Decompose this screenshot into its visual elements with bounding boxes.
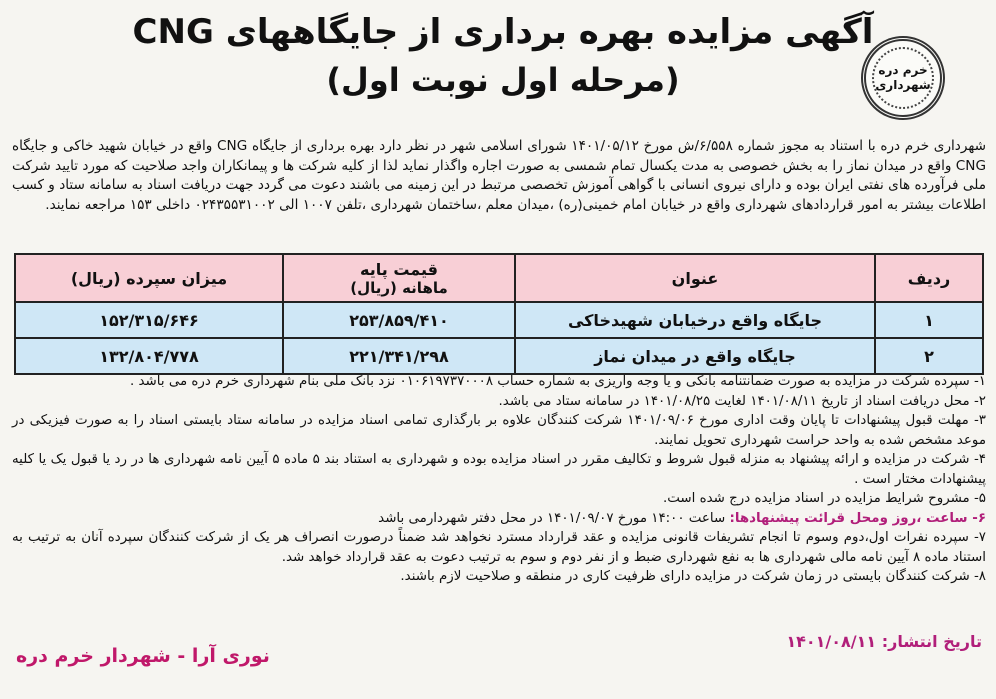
cell-row-number: ۱	[875, 302, 983, 338]
title-line-2: (مرحله اول نوبت اول)	[326, 61, 680, 99]
term-item-6	[12, 509, 986, 529]
term-item: ۸- شرکت کنندگان بایستی در زمان شرکت در مزایده دارای ظرفیت کاری در منطقه و صلاحیت لازم باشند.	[400, 569, 986, 584]
publication-date-value: ۱۴۰۱/۰۸/۱۱	[786, 632, 877, 651]
mayor-signature: نوری آرا - شهردار خرم دره	[16, 645, 270, 667]
term-item: ۳- مهلت قبول پیشنهادات تا پایان وقت اداری مورخ ۱۴۰۱/۰۹/۰۶ شرکت کنندگان علاوه بر بارگذاری تمامی اسناد مزایده در سامانه ستاد بایستی اسناد را به صورت فیزیکی در موعد مشخص شده به واحد حراست شهرداری تحویل نمایند.	[12, 413, 986, 448]
header-title: عنوان	[515, 254, 875, 302]
header-base-price	[283, 254, 515, 302]
cell-base-price: ۲۲۱/۳۴۱/۲۹۸	[283, 338, 515, 374]
table-row	[15, 338, 983, 374]
notice-title	[120, 8, 886, 104]
cell-row-number: ۲	[875, 338, 983, 374]
table-row	[15, 302, 983, 338]
term-item: ۲- محل دریافت اسناد از تاریخ ۱۴۰۱/۰۸/۱۱ لغایت ۱۴۰۱/۰۸/۲۵ در سامانه ستاد می باشد.	[498, 393, 986, 409]
header-base-price-label: قیمت پایه	[360, 259, 438, 279]
term-item: ۱- سپرده شرکت در مزایده به صورت ضمانتنامه بانکی و یا وجه واریزی به شماره حساب ۰۱۰۶۱۹۷۳۷۰۰۰۸ نزد بانک ملی بنام شهرداری خرم دره می باشد .	[130, 374, 986, 389]
term-item: ۴- شرکت در مزایده و ارائه پیشنهاد به منزله قبول شروط و تکالیف مقرر در اسناد مزایده بوده و شهرداری به استناد بند ۵ ماده ۵ آیین نامه شهرداری ها در رد یا قبول یک یا کلیه پیشنهادات مختار است .	[12, 452, 986, 487]
term-item: ۵- مشروح شرایط مزایده در اسناد مزایده درج شده است.	[663, 491, 986, 506]
seal-text-top: خرم دره	[878, 63, 928, 77]
intro-paragraph: شهرداری خرم دره با استناد به مجوز شماره ۶/۵۵۸/ش مورخ ۱۴۰۱/۰۵/۱۲ شورای اسلامی شهر در نظر دارد بهره برداری از جایگاه CNG واقع در خیابان شهید خاکی و جایگاه CNG واقع در میدان نماز را به بخش خصوصی به مدت یکسال تمام شمسی به صورت اجاره واگذار نماید لذا از کلیه شرکت ها و پیمانکاران واجد صلاحیت که مورد تایید شرکت ملی فرآورده های نفتی ایران بوده و دارای نیروی انسانی با گواهی آموزش تخصصی مرتبط در این زمینه می باشند دعوت می گردد جهت دریافت اسناد به سامانه ستاد و کسب اطلاعات بیشتر به امور قراردادهای شهرداری واقع در خیابان امام خمینی(ره) ،میدان معلم ،ساختمان شهرداری ،تلفن ۱۰۰۷ الی ۰۲۴۳۵۵۳۱۰۰۲ داخلی ۱۵۳ مراجعه نمایند.	[12, 138, 987, 213]
cell-deposit: ۱۳۲/۸۰۴/۷۷۸	[15, 338, 283, 374]
table-header-row	[15, 254, 983, 302]
title-line-1: آگهی مزایده بهره برداری از جایگاههای CNG	[132, 12, 874, 52]
seal-text-bottom: شهرداری	[875, 78, 931, 92]
cell-deposit: ۱۵۲/۳۱۵/۶۴۶	[15, 302, 283, 338]
cell-title: جایگاه واقع در میدان نماز	[515, 338, 875, 374]
publication-date	[786, 632, 982, 651]
term-6-label: ۶- ساعت ،روز ومحل قرائت پیشنهادها:	[729, 510, 986, 526]
header-deposit: میزان سپرده (ریال)	[15, 254, 283, 302]
header-base-price-sub: ماهانه (ریال)	[350, 278, 448, 297]
terms-list	[12, 372, 986, 587]
publication-date-label: تاریخ انتشار:	[881, 632, 982, 651]
header-row-number: ردیف	[875, 254, 983, 302]
stations-table	[14, 253, 984, 375]
term-item: ۷- سپرده نفرات اول،دوم وسوم تا انجام تشریفات قانونی مزایده و عقد قرارداد مسترد نخواهد شد ضمناً درصورت انصراف هر یک از شرکت کنندگان سپرده آنان به ترتیب به استناد ماده ۸ آیین نامه مالی شهرداری ها به نفع شهرداری ضبط و از نفر دوم و سوم به ترتیب دعوت به عقد قرارداد خواهد شد.	[12, 530, 986, 565]
term-6-text: ساعت ۱۴:۰۰ مورخ ۱۴۰۱/۰۹/۰۷ در محل دفتر شهردارمی باشد	[378, 510, 730, 526]
cell-title: جایگاه واقع درخیابان شهیدخاکی	[515, 302, 875, 338]
cell-base-price: ۲۵۳/۸۵۹/۴۱۰	[283, 302, 515, 338]
